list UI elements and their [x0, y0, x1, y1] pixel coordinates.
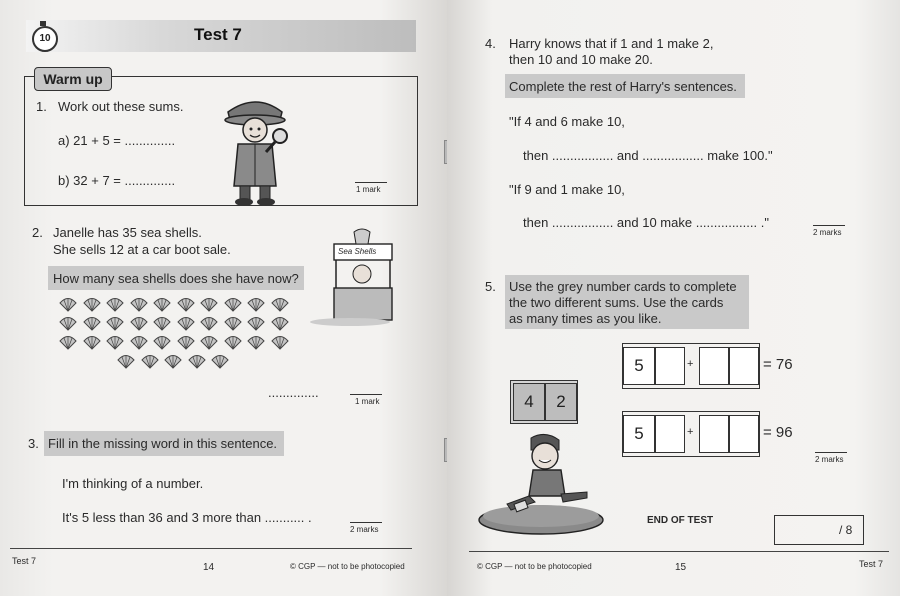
sea-shell-icon: [58, 335, 78, 353]
sea-shell-icon: [223, 297, 243, 315]
score-total: / 8: [839, 523, 853, 537]
footer-rule: [469, 551, 889, 552]
q5-mark: 2 marks: [815, 455, 844, 464]
sea-shell-icon: [116, 354, 136, 372]
sea-shell-icon: [246, 297, 266, 315]
sea-shell-icon: [105, 316, 125, 334]
q1-part-b: b) 32 + 7 = ..............: [58, 173, 176, 188]
page-number: 15: [675, 562, 687, 573]
sea-shell-icon: [82, 316, 102, 334]
sea-shell-icon: [270, 297, 290, 315]
sea-shell-icon: [152, 335, 172, 353]
q1-number: 1.: [36, 99, 47, 114]
stall-sign: Sea Shells: [338, 247, 377, 256]
sea-shell-icon: [176, 297, 196, 315]
sea-shell-icon: [246, 335, 266, 353]
q4-mark: 2 marks: [813, 228, 842, 237]
shells-grid: [58, 297, 298, 377]
footer-test-label: Test 7: [859, 559, 884, 569]
sea-shell-icon: [223, 335, 243, 353]
sum2-first-card: 5: [623, 415, 655, 453]
sea-shell-icon: [82, 335, 102, 353]
footer-rule: [10, 548, 412, 549]
sea-shell-icon: [105, 335, 125, 353]
left-page: [0, 0, 447, 596]
q3-question: Fill in the missing word in this sentence.: [48, 436, 278, 451]
mark-rule: [355, 182, 387, 183]
page-number: 14: [203, 562, 215, 573]
copyright: © CGP — not to be photocopied: [290, 562, 405, 571]
sea-shell-icon: [82, 297, 102, 315]
q5-line2: the two different sums. Use the cards: [509, 295, 724, 310]
sum1-blank-card-1[interactable]: [655, 347, 685, 385]
stopwatch-knob-icon: [40, 21, 46, 26]
sum1-blank-card-3[interactable]: [729, 347, 759, 385]
sea-shell-icon: [176, 335, 196, 353]
page-title: Test 7: [194, 25, 242, 44]
sum2-blank-card-1[interactable]: [655, 415, 685, 453]
sea-shell-icon: [270, 316, 290, 334]
q2-answer-line: ..............: [268, 385, 319, 400]
copyright: © CGP — not to be photocopied: [477, 562, 592, 571]
q1-part-a: a) 21 + 5 = ..............: [58, 133, 176, 148]
q3-number: 3.: [28, 436, 39, 451]
sea-shell-icon: [105, 297, 125, 315]
sea-shell-icon: [152, 297, 172, 315]
right-page: [447, 0, 900, 596]
sea-shell-icon: [129, 335, 149, 353]
grey-card-4[interactable]: 4: [513, 383, 545, 421]
q2-number: 2.: [32, 225, 43, 240]
q4-instruction: Complete the rest of Harry's sentences.: [509, 79, 737, 94]
sea-shell-icon: [270, 335, 290, 353]
sum1-plus: +: [687, 358, 694, 370]
q5-number: 5.: [485, 279, 496, 294]
mark-rule: [350, 522, 382, 523]
sea-shell-icon: [246, 316, 266, 334]
timer-badge: 10: [32, 26, 58, 52]
q4-sentence1-b: then ................. and ................. make 100.": [523, 148, 773, 163]
sea-shell-icon: [187, 354, 207, 372]
sum1-blank-card-2[interactable]: [699, 347, 729, 385]
grey-card-2[interactable]: 2: [545, 383, 577, 421]
footer-test-label: Test 7: [12, 556, 37, 566]
q4-sentence2-b: then ................. and 10 make ................. .": [523, 215, 769, 230]
q5-line3: as many times as you like.: [509, 311, 662, 326]
sea-shell-icon: [58, 316, 78, 334]
shell-stall-illustration: [310, 228, 400, 328]
q4-sentence2-a: "If 9 and 1 make 10,: [509, 182, 625, 197]
q2-mark: 1 mark: [355, 397, 380, 406]
sea-shell-icon: [129, 316, 149, 334]
q4-number: 4.: [485, 36, 496, 51]
sum2-blank-card-2[interactable]: [699, 415, 729, 453]
sea-shell-icon: [152, 316, 172, 334]
sum1-first-card: 5: [623, 347, 655, 385]
sea-shell-icon: [58, 297, 78, 315]
sum1-result: = 76: [763, 356, 793, 373]
q3-line2: It's 5 less than 36 and 3 more than ........... .: [62, 510, 312, 525]
sea-shell-icon: [199, 316, 219, 334]
sum2-plus: +: [687, 426, 694, 438]
sea-shell-icon: [199, 335, 219, 353]
q3-line1: I'm thinking of a number.: [62, 476, 204, 491]
warmup-label: Warm up: [34, 67, 112, 91]
q1-mark: 1 mark: [356, 185, 381, 194]
boy-sitting-illustration: [477, 432, 605, 536]
q2-line2: She sells 12 at a car boot sale.: [53, 242, 231, 257]
sum2-blank-card-3[interactable]: [729, 415, 759, 453]
q3-mark: 2 marks: [350, 525, 379, 534]
q2-question: How many sea shells does she have now?: [53, 271, 299, 286]
sea-shell-icon: [163, 354, 183, 372]
sea-shell-icon: [199, 297, 219, 315]
q4-sentence1-a: "If 4 and 6 make 10,: [509, 114, 625, 129]
sum2-result: = 96: [763, 424, 793, 441]
sea-shell-icon: [223, 316, 243, 334]
detective-girl-illustration: [220, 90, 292, 208]
q2-line1: Janelle has 35 sea shells.: [53, 225, 202, 240]
q1-text: Work out these sums.: [58, 99, 184, 114]
q5-line1: Use the grey number cards to complete: [509, 279, 737, 294]
mark-rule: [813, 225, 845, 226]
end-of-test: END OF TEST: [647, 515, 714, 526]
q4-line2: then 10 and 10 make 20.: [509, 52, 653, 67]
mark-rule: [815, 452, 847, 453]
sea-shell-icon: [129, 297, 149, 315]
sea-shell-icon: [140, 354, 160, 372]
q4-line1: Harry knows that if 1 and 1 make 2,: [509, 36, 714, 51]
mark-rule: [350, 394, 382, 395]
sea-shell-icon: [210, 354, 230, 372]
sea-shell-icon: [176, 316, 196, 334]
